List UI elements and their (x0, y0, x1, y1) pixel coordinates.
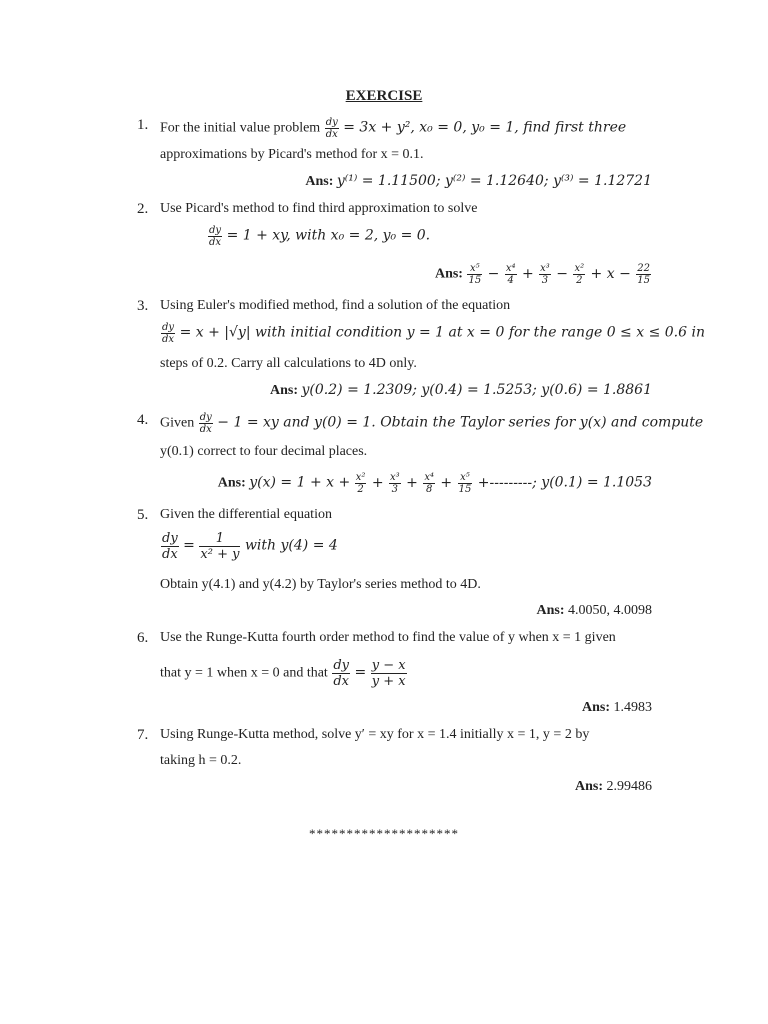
frac-den: dx (333, 674, 349, 689)
question-2 (137, 201, 652, 291)
answer-value (466, 263, 652, 286)
series-operator: + (367, 474, 389, 491)
frac-num: dy (333, 658, 349, 673)
question-5 (137, 507, 652, 617)
answer-label: Ans: (574, 779, 603, 794)
question-text: Obtain y(4.1) and y(4.2) by Taylor's series method to 4D. (160, 577, 481, 592)
derivative-fraction (208, 225, 222, 248)
frac-num: 1 (199, 531, 240, 547)
frac-den: 2 (576, 275, 583, 286)
answer (536, 603, 652, 619)
answer-label: Ans: (217, 475, 246, 491)
answer-label: Ans: (270, 383, 299, 398)
answer-series-start: y(x) = 1 + x + (249, 474, 351, 491)
page-title: EXERCISE (345, 88, 423, 104)
series-operator: − (483, 265, 504, 282)
question-text: Using Runge-Kutta method, solve y′ = xy for x = 1.4 initially x = 1, y = 2 by (160, 727, 590, 742)
question-line (160, 322, 705, 345)
frac-num: x³ (540, 263, 550, 274)
equation-text: = 3x + y², x₀ = 0, y₀ = 1, find first three (343, 119, 627, 136)
derivative-fraction (161, 322, 175, 345)
question-text: that y = 1 when x = 0 and that (160, 665, 328, 681)
question-number: 2. (137, 201, 149, 217)
frac-den: 4 (507, 275, 514, 286)
frac-den: dx (199, 424, 212, 435)
question-text: steps of 0.2. Carry all calculations to 4D only. (160, 356, 417, 371)
frac-num: dy (199, 412, 212, 423)
frac-num: dy (162, 531, 178, 546)
answer-value: 2.99486 (606, 779, 652, 794)
series-operator: + (401, 474, 423, 491)
equation-text: − 1 = xy and y(0) = 1. Obtain the Taylor series for y(x) and compute (217, 414, 704, 431)
answer (575, 779, 652, 795)
question-text: Given the differential equation (160, 507, 332, 522)
frac-den: dx (162, 547, 178, 562)
frac-den: 15 (458, 484, 472, 495)
answer (305, 173, 652, 190)
derivative-fraction (161, 531, 179, 562)
frac-num: dy (162, 322, 175, 333)
series-term-fraction (505, 263, 517, 286)
frac-num: 22 (637, 263, 650, 274)
frac-num: x⁴ (505, 263, 516, 274)
frac-den: 3 (391, 484, 399, 495)
answer-value: y⁽¹⁾ = 1.11500; y⁽²⁾ = 1.12640; y⁽³⁾ = 1.12721 (336, 173, 652, 189)
answer (582, 700, 652, 716)
question-text: Given (160, 415, 195, 431)
series-operator: − (551, 265, 573, 282)
answer (218, 472, 652, 495)
frac-num: dy (209, 225, 222, 236)
frac-den: 2 (357, 484, 364, 495)
question-text: For the initial value problem (160, 120, 321, 136)
series-term-fraction (423, 472, 435, 495)
question-line (160, 117, 626, 140)
series-term-fraction (355, 472, 367, 495)
series-term-fraction (573, 263, 585, 286)
question-line: that y = 1 when x = 0 and that $\frac{dy}{dx}$ = $\frac{y - x}{y + x}$ (160, 658, 406, 689)
answer-label: Ans: (305, 174, 334, 189)
frac-num: x⁴ (424, 472, 434, 483)
question-number: 4. (137, 412, 149, 428)
series-term-fraction (539, 263, 551, 286)
series-operator: + (435, 474, 457, 491)
footer-separator: ******************** (309, 826, 459, 841)
frac-den: dx (325, 129, 338, 140)
question-6 (137, 630, 652, 720)
question-text: Use Picard's method to find third approximation to solve (160, 201, 478, 216)
question-number: 7. (137, 727, 149, 743)
frac-num: dy (325, 117, 338, 128)
question-number: 1. (137, 117, 149, 133)
series-term-fraction (389, 472, 401, 495)
equation-text: = 1 + xy, with x₀ = 2, y₀ = 0. (226, 227, 431, 244)
series-operator: +---------; (473, 474, 542, 491)
frac-num: x⁵ (458, 472, 473, 484)
frac-den: x² + y (200, 547, 240, 562)
answer (270, 382, 652, 399)
answer-value: 4.0050, 4.0098 (568, 603, 652, 618)
question-text: approximations by Picard's method for x = 0.1. (160, 147, 424, 162)
frac-num: x³ (390, 472, 400, 483)
question-number: 5. (137, 507, 149, 523)
series-operator: + (517, 265, 539, 282)
answer (435, 263, 652, 286)
question-3 (137, 298, 705, 403)
series-operator: + x − (586, 265, 636, 282)
series-term-fraction (636, 263, 651, 286)
frac-num: x² (355, 472, 366, 483)
question-number: 3. (137, 298, 149, 314)
question-text: Use the Runge-Kutta fourth order method to find the value of y when x = 1 given (160, 630, 616, 645)
answer-label: Ans: (536, 603, 565, 618)
question-text: Using Euler's modified method, find a solution of the equation (160, 298, 511, 313)
frac-den: 8 (425, 484, 433, 495)
frac-num: x⁵ (467, 263, 482, 275)
series-term-fraction (458, 472, 473, 495)
question-line: $\frac{dy}{dx}$ = $\frac{1}{\text{x² + y}}$ with y(4) = 4 (162, 531, 338, 562)
rhs-fraction (371, 658, 407, 689)
frac-num: y − x (371, 658, 406, 673)
question-1 (137, 117, 652, 197)
frac-den: 15 (637, 275, 650, 286)
question-4 (137, 412, 704, 502)
answer-series (354, 472, 542, 495)
frac-den: dx (162, 334, 175, 345)
answer-value: y(0.2) = 1.2309; y(0.4) = 1.5253; y(0.6) = 1.8861 (301, 382, 652, 398)
answer-value: y(0.1) = 1.1053 (541, 474, 652, 491)
question-text: taking h = 0.2. (160, 753, 242, 768)
frac-den: dx (209, 237, 222, 248)
answer-label: Ans: (434, 266, 463, 282)
derivative-fraction (199, 412, 213, 435)
question-text: y(0.1) correct to four decimal places. (160, 444, 368, 459)
frac-den: 15 (468, 275, 482, 286)
series-term-fraction (467, 263, 482, 286)
frac-num: x² (574, 263, 585, 274)
frac-den: 3 (541, 275, 549, 286)
question-number: 6. (137, 630, 149, 646)
equation-text: with y(4) = 4 (244, 537, 338, 554)
derivative-fraction (332, 658, 350, 689)
answer-label: Ans: (581, 700, 610, 715)
derivative-fraction (325, 117, 339, 140)
rhs-fraction (199, 531, 240, 562)
question-7 (137, 727, 652, 797)
frac-den: y + x (371, 674, 406, 689)
answer-value: 1.4983 (613, 700, 652, 715)
equation-text: = x + |√y| with initial condition y = 1 at x = 0 for the range 0 ≤ x ≤ 0.6 in (179, 324, 705, 341)
question-line (160, 412, 703, 435)
question-line (207, 225, 430, 248)
